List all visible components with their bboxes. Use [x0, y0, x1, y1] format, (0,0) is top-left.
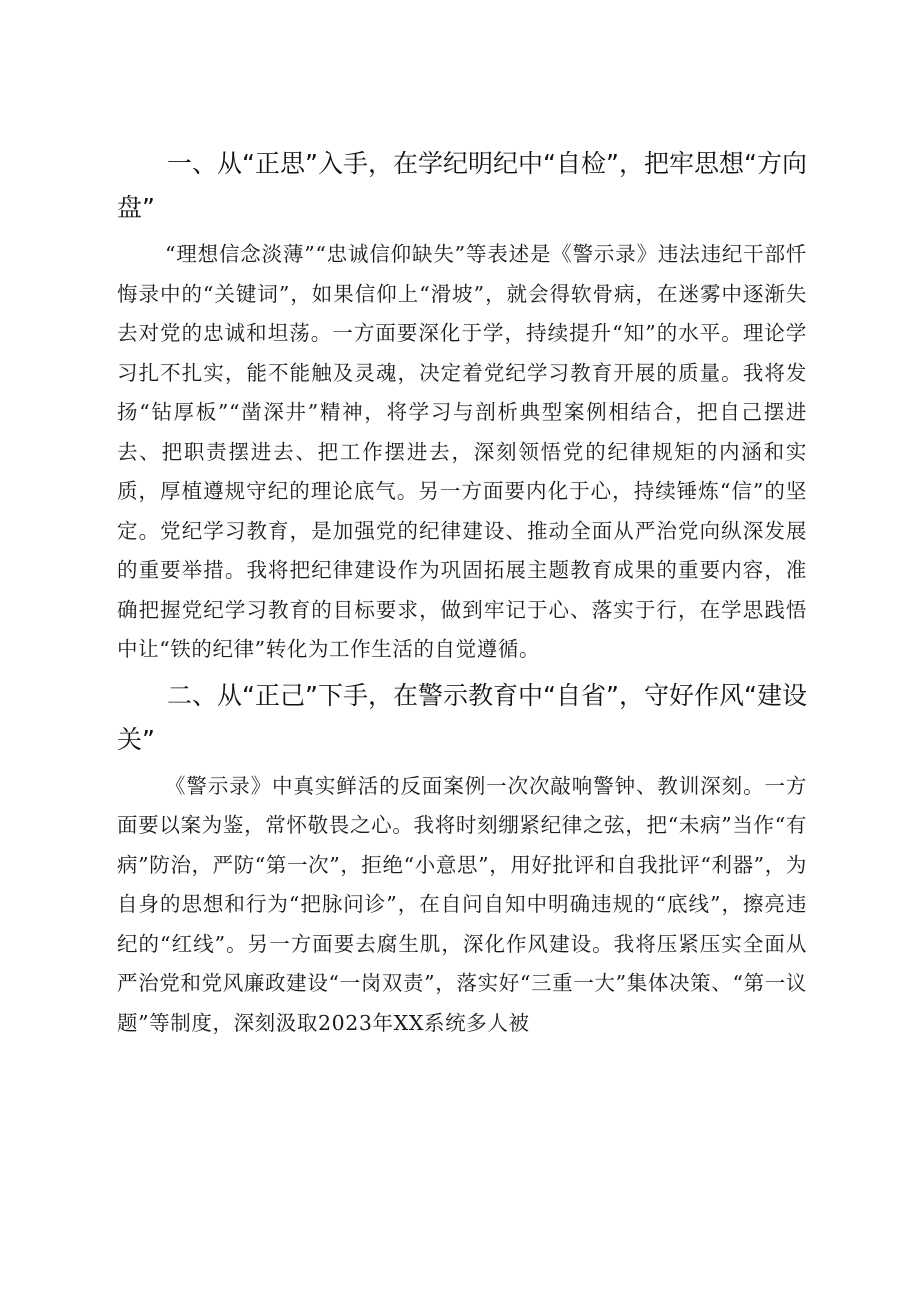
- section-2-paragraph: 《警示录》中真实鲜活的反面案例一次次敲响警钟、教训深刻。一方面要以案为鉴，常怀敬畏之心。我将时刻绷紧纪律之弦，把“未病”当作“有病”防治，严防“第一次”，拒绝“小意思”，用好批评和自我批评“利器”，为自身的思想和行为“把脉问诊”，在自问自知中明确违规的“底线”，擦亮违纪的“红线”。另一方面要去腐生肌，深化作风建设。我将压紧压实全面从严治党和党风廉政建设“一岗双责”，落实好“三重一大”集体决策、“第一议题”等制度，深刻汲取2023年XX系统多人被: [117, 773, 807, 1035]
- section-2-heading: 二、从“正己”下手，在警示教育中“自省”，守好作风“建设关”: [117, 680, 807, 754]
- section-1-heading: 一、从“正思”入手，在学纪明纪中“自检”，把牢思想“方向盘”: [117, 149, 807, 222]
- section-1-paragraph: “理想信念淡薄”“忠诚信仰缺失”等表述是《警示录》违法违纪干部忏悔录中的“关键词”，如果信仰上“滑坡”，就会得软骨病，在迷雾中逐渐失去对党的忠诚和坦荡。一方面要深化于学，持续提升“知”的水平。理论学习扎不扎实，能不能触及灵魂，决定着党纪学习教育开展的质量。我将发扬“钻厚板”“凿深井”精神，将学习与剖析典型案例相结合，把自己摆进去、把职责摆进去、把工作摆进去，深刻领悟党的纪律规矩的内涵和实质，厚植遵规守纪的理论底气。另一方面要内化于心，持续锤炼“信”的坚定。党纪学习教育，是加强党的纪律建设、推动全面从严治党向纵深发展的重要举措。我将把纪律建设作为巩固拓展主题教育成果的重要内容，准确把握党纪学习教育的目标要求，做到牢记于心、落实于行，在学思践悟中让“铁的纪律”转化为工作生活的自觉遵循。: [117, 242, 807, 661]
- document-body: [117, 142, 807, 1043]
